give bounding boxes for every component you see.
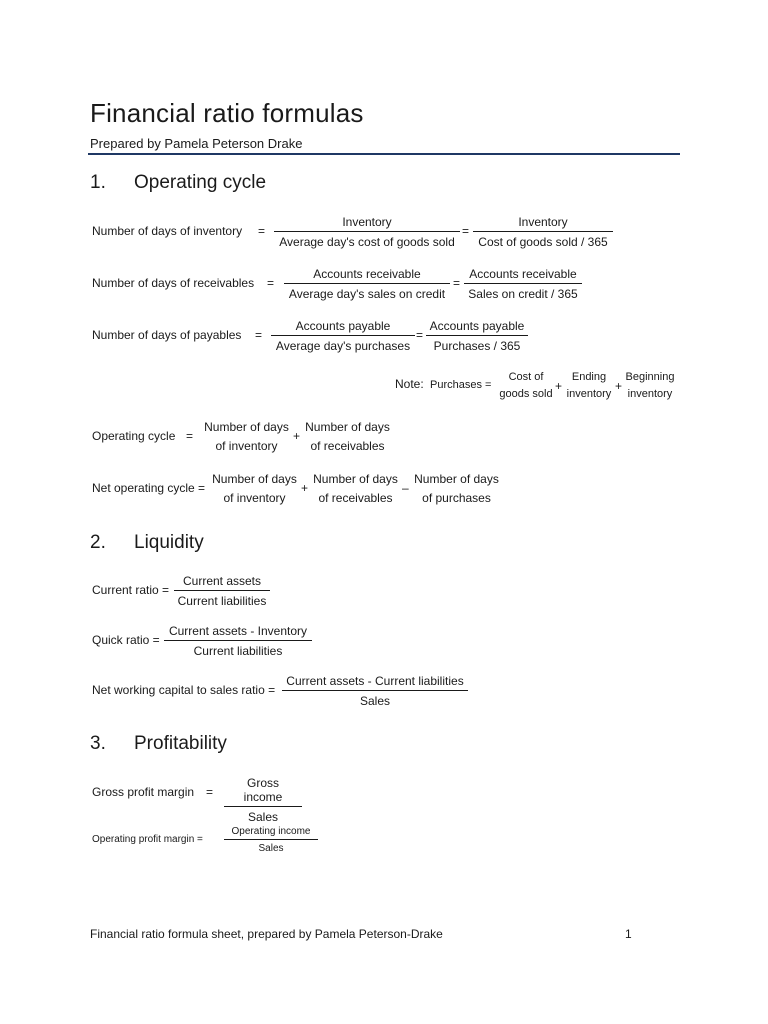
term-days-receivables [309,470,402,508]
section-heading-liquidity [90,532,204,554]
fraction [282,674,468,708]
numerator: Inventory [274,215,460,232]
denominator: Sales [359,694,391,708]
term-top: Number of days [212,472,297,486]
term-bottom: of purchases [422,491,491,505]
term-cost-of-goods-sold [497,369,555,403]
denominator: Average day's cost of goods sold [279,235,455,249]
fraction [464,267,582,301]
equals-sign: = [258,224,266,238]
denominator: Cost of goods sold / 365 [478,235,608,249]
minus-sign: – [402,481,409,495]
formula-label: Net operating cycle = [92,481,206,495]
page-title: Financial ratio formulas [90,98,364,128]
term-bottom: of receivables [318,491,393,505]
equals-sign: = [462,224,470,238]
term-days-inventory [208,470,301,508]
formula-label: Operating cycle [92,429,176,443]
formula-label: Quick ratio = [92,633,160,647]
numerator: Accounts payable [426,319,528,336]
formula-label: Net working capital to sales ratio = [92,683,276,697]
term-top: Cost of [508,371,544,383]
formula-label: Number of days of inventory [92,224,243,238]
formula-label: Current ratio = [92,583,170,597]
term-bottom: inventory [627,388,673,400]
section-title: Liquidity [134,532,204,553]
denominator: Average day's purchases [275,339,411,353]
plus-sign: + [301,481,309,495]
section-number: 1. [90,172,106,193]
term-days-purchases [410,470,503,508]
formula-label: Number of days of receivables [92,276,255,290]
numerator: Current assets [174,574,270,591]
section-title: Profitability [134,733,227,754]
fraction [224,826,318,854]
fraction [473,215,613,249]
term-top: Number of days [414,472,499,486]
numerator: Inventory [473,215,613,232]
section-number: 3. [90,733,106,754]
fraction [426,319,528,353]
numerator: Accounts receivable [464,267,582,284]
denominator: Sales [258,843,284,854]
term-beginning-inventory [622,369,678,403]
denominator: Current liabilities [193,644,283,658]
numerator: Current assets - Current liabilities [282,674,468,691]
numerator: Gross income [224,776,302,807]
denominator: Sales [247,810,279,824]
formula-label: Gross profit margin [92,785,195,799]
numerator: Current assets - Inventory [164,624,312,641]
denominator: Purchases / 365 [433,339,521,353]
plus-sign: + [615,379,623,393]
denominator: Average day's sales on credit [288,287,446,301]
numerator: Accounts payable [271,319,415,336]
term-bottom: of inventory [215,439,278,453]
term-ending-inventory [563,369,615,403]
denominator: Sales on credit / 365 [468,287,578,301]
section-number: 2. [90,532,106,553]
equals-sign: = [267,276,275,290]
page-subtitle: Prepared by Pamela Peterson Drake [90,136,303,151]
term-days-inventory [200,418,293,456]
term-top: Beginning [625,371,675,383]
equals-sign: = [453,276,461,290]
fraction [224,776,302,824]
formula-label: Number of days of payables [92,328,242,342]
equals-sign: = [416,328,424,342]
equals-sign: = [186,429,194,443]
fraction [274,215,460,249]
term-top: Number of days [305,420,390,434]
section-heading-operating-cycle [90,172,266,194]
formula-label: Operating profit margin = [92,834,203,845]
term-bottom: of receivables [310,439,385,453]
header-divider [88,153,680,155]
equals-sign: = [206,785,214,799]
term-days-receivables [301,418,394,456]
numerator: Operating income [224,826,318,840]
purchases-label: Purchases = [430,379,492,391]
term-bottom: inventory [566,388,612,400]
page-footer: Financial ratio formula sheet, prepared by Pamela Peterson-Drake [90,927,443,941]
numerator: Accounts receivable [284,267,450,284]
denominator: Current liabilities [177,594,267,608]
page-number: 1 [625,927,632,941]
term-top: Number of days [313,472,398,486]
plus-sign: + [555,379,563,393]
plus-sign: + [293,429,301,443]
fraction [164,624,312,658]
fraction [174,574,270,608]
fraction [271,319,415,353]
section-heading-profitability [90,733,227,755]
equals-sign: = [255,328,263,342]
section-title: Operating cycle [134,172,267,193]
term-top: Ending [571,371,607,383]
fraction [284,267,450,301]
note-label: Note: [395,377,424,391]
term-bottom: of inventory [223,491,286,505]
term-top: Number of days [204,420,289,434]
term-bottom: goods sold [499,388,553,400]
